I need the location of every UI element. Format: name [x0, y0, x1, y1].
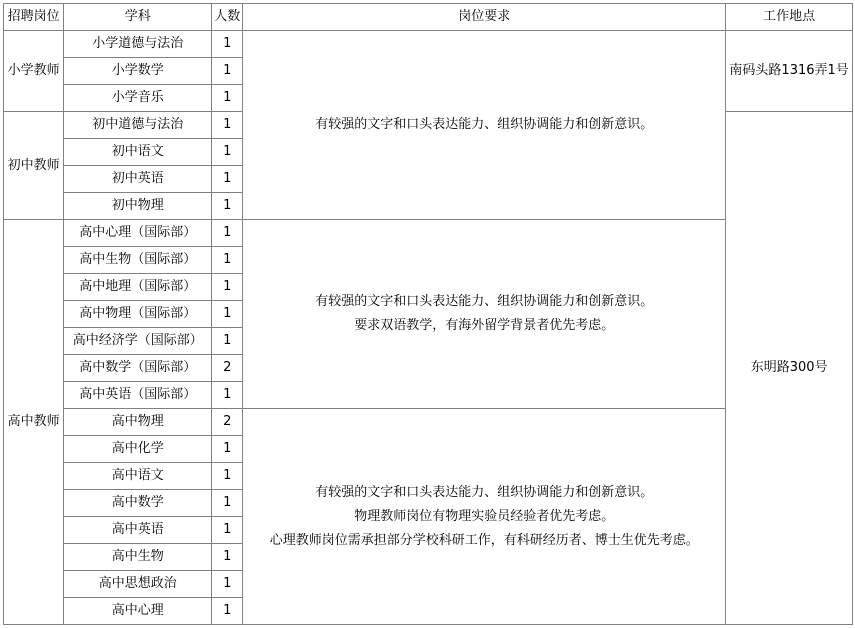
subject-cell: 初中英语	[64, 166, 212, 193]
count-cell: 1	[212, 31, 243, 58]
requirement-line: 有较强的文字和口头表达能力、组织协调能力和创新意识。	[315, 117, 654, 132]
subject-cell: 高中数学（国际部）	[64, 355, 212, 382]
count-cell: 1	[212, 247, 243, 274]
count-cell: 1	[212, 85, 243, 112]
requirement-line: 有较强的文字和口头表达能力、组织协调能力和创新意识。	[315, 294, 654, 309]
requirements-high-international	[243, 220, 726, 409]
requirements-high-regular	[243, 409, 726, 625]
table-row	[4, 220, 853, 247]
header-subject: 学科	[64, 4, 212, 31]
header-position: 招聘岗位	[4, 4, 64, 31]
subject-cell: 高中物理	[64, 409, 212, 436]
subject-cell: 高中地理（国际部）	[64, 274, 212, 301]
header-row	[4, 4, 853, 31]
subject-cell: 初中物理	[64, 193, 212, 220]
location-primary: 南码头路1316弄1号	[726, 31, 853, 112]
location-middle-high: 东明路300号	[726, 112, 853, 625]
count-cell: 1	[212, 517, 243, 544]
position-primary: 小学教师	[4, 31, 64, 112]
count-cell: 1	[212, 193, 243, 220]
subject-cell: 高中化学	[64, 436, 212, 463]
count-cell: 1	[212, 544, 243, 571]
count-cell: 1	[212, 598, 243, 625]
subject-cell: 初中道德与法治	[64, 112, 212, 139]
count-cell: 1	[212, 463, 243, 490]
subject-cell: 高中语文	[64, 463, 212, 490]
position-high: 高中教师	[4, 220, 64, 625]
subject-cell: 高中心理	[64, 598, 212, 625]
subject-cell: 小学音乐	[64, 85, 212, 112]
position-middle: 初中教师	[4, 112, 64, 220]
recruitment-table	[3, 3, 853, 625]
table-row	[4, 31, 853, 58]
subject-cell: 高中物理（国际部）	[64, 301, 212, 328]
requirements-primary-middle	[243, 31, 726, 220]
count-cell: 1	[212, 382, 243, 409]
count-cell: 1	[212, 436, 243, 463]
subject-cell: 高中思想政治	[64, 571, 212, 598]
subject-cell: 高中英语	[64, 517, 212, 544]
count-cell: 1	[212, 301, 243, 328]
count-cell: 1	[212, 58, 243, 85]
subject-cell: 高中英语（国际部）	[64, 382, 212, 409]
subject-cell: 小学数学	[64, 58, 212, 85]
count-cell: 2	[212, 355, 243, 382]
requirement-line: 要求双语教学，有海外留学背景者优先考虑。	[354, 318, 615, 333]
subject-cell: 高中生物	[64, 544, 212, 571]
count-cell: 1	[212, 274, 243, 301]
subject-cell: 小学道德与法治	[64, 31, 212, 58]
subject-cell: 高中经济学（国际部）	[64, 328, 212, 355]
subject-cell: 高中生物（国际部）	[64, 247, 212, 274]
subject-cell: 高中心理（国际部）	[64, 220, 212, 247]
count-cell: 1	[212, 328, 243, 355]
count-cell: 1	[212, 490, 243, 517]
count-cell: 1	[212, 220, 243, 247]
header-count: 人数	[212, 4, 243, 31]
header-location: 工作地点	[726, 4, 853, 31]
count-cell: 1	[212, 112, 243, 139]
subject-cell: 初中语文	[64, 139, 212, 166]
header-requirements: 岗位要求	[243, 4, 726, 31]
table-row	[4, 409, 853, 436]
requirement-line: 有较强的文字和口头表达能力、组织协调能力和创新意识。	[315, 484, 654, 500]
count-cell: 1	[212, 166, 243, 193]
requirement-line: 心理教师岗位需承担部分学校科研工作，有科研经历者、博士生优先考虑。	[269, 532, 699, 548]
count-cell: 1	[212, 571, 243, 598]
count-cell: 2	[212, 409, 243, 436]
subject-cell: 高中数学	[64, 490, 212, 517]
requirement-line: 物理教师岗位有物理实验员经验者优先考虑。	[354, 508, 615, 524]
count-cell: 1	[212, 139, 243, 166]
